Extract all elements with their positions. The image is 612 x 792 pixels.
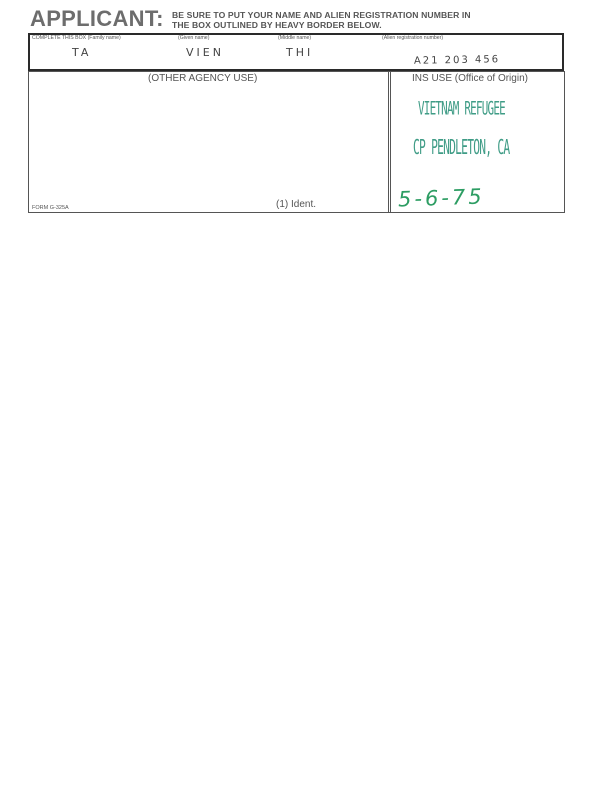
section-divider: [388, 71, 391, 213]
complete-this-box-label: [32, 35, 121, 41]
applicant-heading: APPLICANT:: [30, 6, 164, 31]
given-name-value: VIEN: [186, 46, 224, 59]
instruction-line-2: THE BOX OUTLINED BY HEAVY BORDER BELOW.: [172, 20, 382, 30]
middle-name-value: THI: [286, 46, 314, 59]
given-name-label: (Given name): [178, 35, 210, 41]
instruction-line-1: BE SURE TO PUT YOUR NAME AND ALIEN REGISTRATION NUMBER IN: [172, 10, 471, 20]
handwritten-date: 5-6-75: [397, 184, 486, 212]
ins-use-heading: INS USE (Office of Origin): [412, 73, 528, 84]
alien-number-value: A21 203 456: [413, 54, 501, 67]
form-number: FORM G-325A: [32, 205, 69, 211]
stamp-line-2: CP PENDLETON, CA: [413, 134, 510, 160]
family-name-label: (Family name): [87, 35, 121, 41]
middle-name-label: (Middle name): [278, 35, 312, 41]
alien-number-label: (Alien registration number): [382, 35, 444, 41]
stamp-line-1: VIETNAM REFUGEE: [418, 98, 505, 120]
other-agency-heading: (OTHER AGENCY USE): [148, 73, 258, 84]
complete-label: COMPLETE THIS BOX: [32, 35, 87, 41]
ident-label: (1) Ident.: [276, 199, 317, 210]
family-name-value: TA: [72, 46, 92, 59]
